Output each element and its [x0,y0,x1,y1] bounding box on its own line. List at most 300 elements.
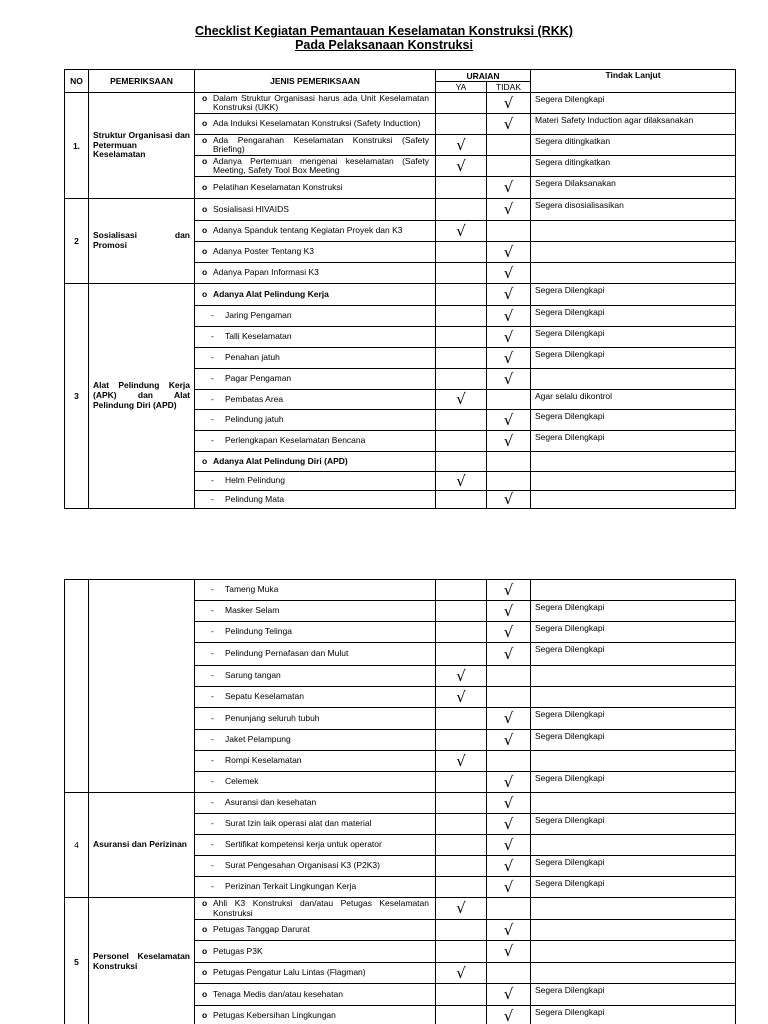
follow-up-action: Segera Dilengkapi [531,306,736,327]
inspection-item-text: Talli Keselamatan [225,331,292,342]
header-jenis-pemeriksaan: JENIS PEMERIKSAAN [195,70,436,93]
inspection-item-text: Penunjang seluruh tubuh [225,712,320,723]
checkmark-icon: √ [456,751,466,770]
inspection-item-text: Adanya Spanduk tentang Kegiatan Proyek dan K3 [213,225,403,236]
checkmark-icon: √ [503,709,514,727]
dash-marker: - [211,331,214,342]
dash-marker: - [211,776,214,787]
follow-up-action: Segera Dilengkapi [531,814,736,835]
checkmark-icon: √ [503,814,514,833]
section-category: Struktur Organisasi dan Petermuan Keselamatan [89,93,195,199]
follow-up-action [531,963,736,984]
bullet-marker: o [202,288,208,299]
ya-check-cell [436,327,487,348]
dash-marker: - [211,881,214,892]
ya-check-cell [436,814,487,835]
inspection-item [195,941,436,963]
follow-up-action: Segera Dilengkapi [531,622,736,643]
ya-check-cell [436,898,487,920]
ya-check-cell [436,93,487,114]
bullet-marker: o [202,181,208,192]
inspection-item-text: Surat Pengesahan Organisasi K3 (P2K3) [225,860,380,871]
header-ya: YA [436,82,487,93]
inspection-item-text: Pelatihan Keselamatan Konstruksi [213,181,343,192]
checkmark-icon: √ [456,221,466,240]
follow-up-action: Agar selalu dikontrol [531,390,736,410]
table-row [65,199,736,221]
bullet-marker: o [202,988,208,999]
inspection-item [195,687,436,708]
ya-check-cell [436,730,487,751]
checkmark-icon: √ [456,687,466,706]
checkmark-icon: √ [503,644,514,663]
ya-check-cell [436,156,487,177]
inspection-item [195,491,436,509]
inspection-item-text: Perizinan Terkait Lingkungan Kerja [225,881,357,892]
inspection-item-text: Petugas Pengatur Lalu Lintas (Flagman) [213,967,366,978]
ya-check-cell [436,177,487,199]
ya-check-cell [436,306,487,327]
inspection-item [195,199,436,221]
checkmark-icon: √ [503,306,514,325]
follow-up-action [531,452,736,472]
bullet-marker: o [202,898,208,909]
header-uraian: URAIAN [436,70,531,82]
inspection-item-text: Petugas Kebersihan Lingkungan [213,1010,336,1021]
bullet-marker: o [202,92,208,103]
ya-check-cell [436,199,487,221]
dash-marker: - [211,435,214,446]
ya-check-cell [436,263,487,284]
inspection-item [195,772,436,793]
tidak-check-cell [487,452,531,472]
follow-up-action: Segera Dilengkapi [531,601,736,622]
inspection-item-text: Adanya Alat Pelindung Diri (APD) [213,455,348,466]
follow-up-action [531,491,736,509]
ya-check-cell [436,369,487,390]
ya-check-cell [436,941,487,963]
document-title: Checklist Kegiatan Pemantauan Keselamatan Konstruksi (RKK) [195,24,573,38]
ya-check-cell [436,708,487,730]
document-subtitle: Pada Pelaksanaan Konstruksi [295,38,473,52]
tidak-check-cell [487,793,531,814]
inspection-item [195,877,436,898]
ya-check-cell [436,643,487,666]
inspection-item [195,814,436,835]
checkmark-icon: √ [503,200,514,218]
follow-up-action: Segera Dilengkapi [531,984,736,1006]
checkmark-icon: √ [503,856,514,875]
inspection-item [195,390,436,410]
checkmark-icon: √ [503,490,514,508]
inspection-item [195,348,436,369]
inspection-item-text: Surat Izin laik operasi alat dan material [225,818,372,829]
checkmark-icon: √ [456,963,466,982]
ya-check-cell [436,284,487,306]
tidak-check-cell [487,772,531,793]
section-number: 5 [65,898,89,1024]
inspection-item-text: Adanya Alat Pelindung Kerja [213,288,329,299]
inspection-item-text: Masker Selam [225,605,280,616]
tidak-check-cell [487,941,531,963]
tidak-check-cell [487,177,531,199]
follow-up-action [531,242,736,263]
follow-up-action [531,898,736,920]
inspection-item [195,472,436,491]
ya-check-cell [436,622,487,643]
inspection-item [195,708,436,730]
ya-check-cell [436,114,487,135]
ya-check-cell [436,1006,487,1024]
section-number: 4 [65,793,89,898]
checkmark-icon: √ [503,93,514,112]
tidak-check-cell [487,390,531,410]
tidak-check-cell [487,410,531,431]
tidak-check-cell [487,156,531,177]
ya-check-cell [436,410,487,431]
follow-up-action [531,580,736,601]
bullet-marker: o [202,225,208,236]
tidak-check-cell [487,93,531,114]
tidak-check-cell [487,984,531,1006]
inspection-item [195,452,436,472]
follow-up-action: Segera Dilengkapi [531,730,736,751]
tidak-check-cell [487,856,531,877]
inspection-item [195,135,436,156]
inspection-item [195,93,436,114]
ya-check-cell [436,963,487,984]
section-category: Sosialisasi dan Promosi [89,199,195,284]
inspection-item-text: Celemek [225,776,259,787]
bullet-marker: o [202,246,208,257]
inspection-item-text: Petugas P3K [213,945,263,956]
tidak-check-cell [487,263,531,284]
follow-up-action: Segera Dilengkapi [531,284,736,306]
table-row [65,793,736,814]
checkmark-icon: √ [456,899,466,917]
checkmark-icon: √ [503,793,514,812]
inspection-item-text: Helm Pelindung [225,475,286,486]
table-row [65,284,736,306]
tidak-check-cell [487,348,531,369]
checkmark-icon: √ [503,730,514,749]
dash-marker: - [211,493,214,504]
tidak-check-cell [487,643,531,666]
bullet-marker: o [202,967,208,978]
header-pemeriksaan: PEMERIKSAAN [89,70,195,93]
checkmark-icon: √ [456,135,466,154]
follow-up-action: Segera Dilengkapi [531,431,736,452]
ya-check-cell [436,390,487,410]
checkmark-icon: √ [503,942,514,960]
follow-up-action: Segera ditingkatkan [531,156,736,177]
tidak-check-cell [487,920,531,941]
checkmark-icon: √ [503,877,514,896]
table-row [65,898,736,920]
table-row [65,93,736,114]
follow-up-action: Segera Dilengkapi [531,643,736,666]
ya-check-cell [436,348,487,369]
section-number: 2 [65,199,89,284]
inspection-item [195,580,436,601]
ya-check-cell [436,920,487,941]
ya-check-cell [436,984,487,1006]
ya-check-cell [436,580,487,601]
dash-marker: - [211,860,214,871]
tidak-check-cell [487,622,531,643]
tidak-check-cell [487,1006,531,1024]
dash-marker: - [211,755,214,766]
dash-marker: - [211,393,214,404]
inspection-item-text: Sertifikat kompetensi kerja untuk operator [225,839,382,850]
bullet-marker: o [202,134,208,145]
header-tindak-lanjut: Tindak Lanjut [531,70,736,93]
inspection-item-text: Perlengkapan Keselamatan Bencana [225,435,366,446]
checkmark-icon: √ [503,410,514,429]
follow-up-action [531,369,736,390]
tidak-check-cell [487,327,531,348]
checkmark-icon: √ [456,666,466,685]
dash-marker: - [211,691,214,702]
follow-up-action [531,221,736,242]
inspection-item [195,601,436,622]
ya-check-cell [436,601,487,622]
inspection-item [195,114,436,135]
follow-up-action [531,687,736,708]
inspection-item-text: Asuransi dan kesehatan [225,797,317,808]
inspection-item-text: Penahan jatuh [225,352,280,363]
dash-marker: - [211,626,214,637]
follow-up-action [531,472,736,491]
ya-check-cell [436,877,487,898]
dash-marker: - [211,584,214,595]
inspection-item [195,751,436,772]
tidak-check-cell [487,898,531,920]
inspection-item [195,177,436,199]
follow-up-action: Segera Dilengkapi [531,348,736,369]
bullet-marker: o [202,203,208,214]
follow-up-action [531,793,736,814]
header-tidak: TIDAK [487,82,531,93]
inspection-item [195,622,436,643]
follow-up-action: Materi Safety Induction agar dilaksanakan [531,114,736,135]
tidak-check-cell [487,472,531,491]
checkmark-icon: √ [503,920,514,939]
tidak-check-cell [487,835,531,856]
inspection-item [195,284,436,306]
inspection-item [195,1006,436,1024]
follow-up-action: Segera Dilengkapi [531,877,736,898]
inspection-item-text: Ada Pengarahan Keselamatan Konstruksi (Safety Briefing) [213,134,429,154]
tidak-check-cell [487,666,531,687]
checkmark-icon: √ [503,263,514,282]
tidak-check-cell [487,242,531,263]
inspection-item-text: Pelindung Telinga [225,626,292,637]
tidak-check-cell [487,877,531,898]
bullet-marker: o [202,945,208,956]
follow-up-action: Segera Dilengkapi [531,772,736,793]
inspection-item-text: Adanya Papan Informasi K3 [213,267,319,278]
checkmark-icon: √ [456,390,466,408]
inspection-item [195,156,436,177]
section-number: 3 [65,284,89,509]
tidak-check-cell [487,369,531,390]
dash-marker: - [211,310,214,321]
tidak-check-cell [487,730,531,751]
checkmark-icon: √ [503,114,514,133]
follow-up-action: Segera Dilengkapi [531,327,736,348]
follow-up-action [531,263,736,284]
dash-marker: - [211,373,214,384]
checkmark-icon: √ [503,327,514,346]
ya-check-cell [436,793,487,814]
checkmark-icon: √ [503,835,514,854]
dash-marker: - [211,670,214,681]
inspection-item [195,666,436,687]
section-category: Asuransi dan Perizinan [89,793,195,898]
dash-marker: - [211,734,214,745]
section-category: Alat Pelindung Kerja (APK) dan Alat Pelindung Diri (APD) [89,284,195,509]
checkmark-icon: √ [503,348,514,367]
checkmark-icon: √ [503,601,514,620]
follow-up-action: Segera ditingkatkan [531,135,736,156]
tidak-check-cell [487,708,531,730]
inspection-item-text: Sepatu Keselamatan [225,691,304,702]
bullet-marker: o [202,924,208,935]
dash-marker: - [211,648,214,659]
checklist-table-2 [64,579,736,1024]
checkmark-icon: √ [503,1006,514,1024]
bullet-marker: o [202,1010,208,1021]
inspection-item-text: Pelindung Mata [225,493,285,504]
inspection-item-text: Adanya Pertemuan mengenai keselamatan (Safety Meeting, Safety Tool Box Meeting [213,155,429,175]
inspection-item-text: Pelindung Pernafasan dan Mulut [225,648,349,659]
inspection-item [195,369,436,390]
header-no: NO [65,70,89,93]
ya-check-cell [436,491,487,509]
inspection-item-text: Tameng Muka [225,584,279,595]
inspection-item-text: Ahli K3 Konstruksi dan/atau Petugas Keselamatan Konstruksi [213,898,429,918]
inspection-item [195,410,436,431]
checkmark-icon: √ [503,242,514,261]
tidak-check-cell [487,306,531,327]
section-number [65,580,89,793]
inspection-item [195,920,436,941]
inspection-item [195,730,436,751]
ya-check-cell [436,135,487,156]
inspection-item [195,431,436,452]
dash-marker: - [211,839,214,850]
follow-up-action: Segera Dilaksanakan [531,177,736,199]
tidak-check-cell [487,580,531,601]
follow-up-action: Segera Dilengkapi [531,708,736,730]
ya-check-cell [436,772,487,793]
bullet-marker: o [202,155,208,166]
inspection-item-text: Sosialisasi HIVAIDS [213,203,289,214]
follow-up-action [531,835,736,856]
checkmark-icon: √ [456,156,466,175]
checkmark-icon: √ [503,431,514,450]
bullet-marker: o [202,267,208,278]
inspection-item-text: Petugas Tanggap Darurat [213,924,310,935]
inspection-item [195,327,436,348]
dash-marker: - [211,797,214,808]
dash-marker: - [211,605,214,616]
checkmark-icon: √ [503,580,514,599]
ya-check-cell [436,666,487,687]
follow-up-action [531,920,736,941]
inspection-item-text: Tenaga Medis dan/atau kesehatan [213,988,343,999]
follow-up-action: Segera disosialisasikan [531,199,736,221]
checkmark-icon: √ [503,285,514,303]
inspection-item-text: Sarung tangan [225,670,281,681]
ya-check-cell [436,221,487,242]
section-number: 1. [65,93,89,199]
inspection-item [195,984,436,1006]
follow-up-action: Segera Dilengkapi [531,410,736,431]
dash-marker: - [211,712,214,723]
checkmark-icon: √ [503,369,514,388]
inspection-item [195,643,436,666]
inspection-item-text: Jaring Pengaman [225,310,292,321]
ya-check-cell [436,452,487,472]
ya-check-cell [436,687,487,708]
tidak-check-cell [487,963,531,984]
tidak-check-cell [487,491,531,509]
dash-marker: - [211,818,214,829]
checkmark-icon: √ [503,622,514,641]
follow-up-action: Segera Dilengkapi [531,856,736,877]
tidak-check-cell [487,135,531,156]
ya-check-cell [436,835,487,856]
tidak-check-cell [487,814,531,835]
ya-check-cell [436,472,487,491]
inspection-item [195,263,436,284]
inspection-item-text: Pelindung jatuh [225,414,284,425]
ya-check-cell [436,242,487,263]
inspection-item-text: Pagar Pengaman [225,373,292,384]
tidak-check-cell [487,431,531,452]
table-row [65,580,736,601]
inspection-item [195,835,436,856]
follow-up-action: Segera Dilengkapi [531,93,736,114]
tidak-check-cell [487,687,531,708]
tidak-check-cell [487,114,531,135]
checkmark-icon: √ [503,772,514,791]
inspection-item [195,793,436,814]
ya-check-cell [436,751,487,772]
tidak-check-cell [487,751,531,772]
dash-marker: - [211,414,214,425]
dash-marker: - [211,475,214,486]
inspection-item [195,898,436,920]
inspection-item-text: Adanya Poster Tentang K3 [213,246,314,257]
bullet-marker: o [202,455,208,466]
checkmark-icon: √ [456,471,466,490]
ya-check-cell [436,431,487,452]
inspection-item [195,221,436,242]
tidak-check-cell [487,221,531,242]
checklist-table-1 [64,69,736,509]
section-category: Personel Keselamatan Konstruksi [89,898,195,1024]
tidak-check-cell [487,284,531,306]
inspection-item [195,856,436,877]
checkmark-icon: √ [503,985,514,1003]
inspection-item [195,963,436,984]
inspection-item [195,306,436,327]
section-category [89,580,195,793]
tidak-check-cell [487,199,531,221]
